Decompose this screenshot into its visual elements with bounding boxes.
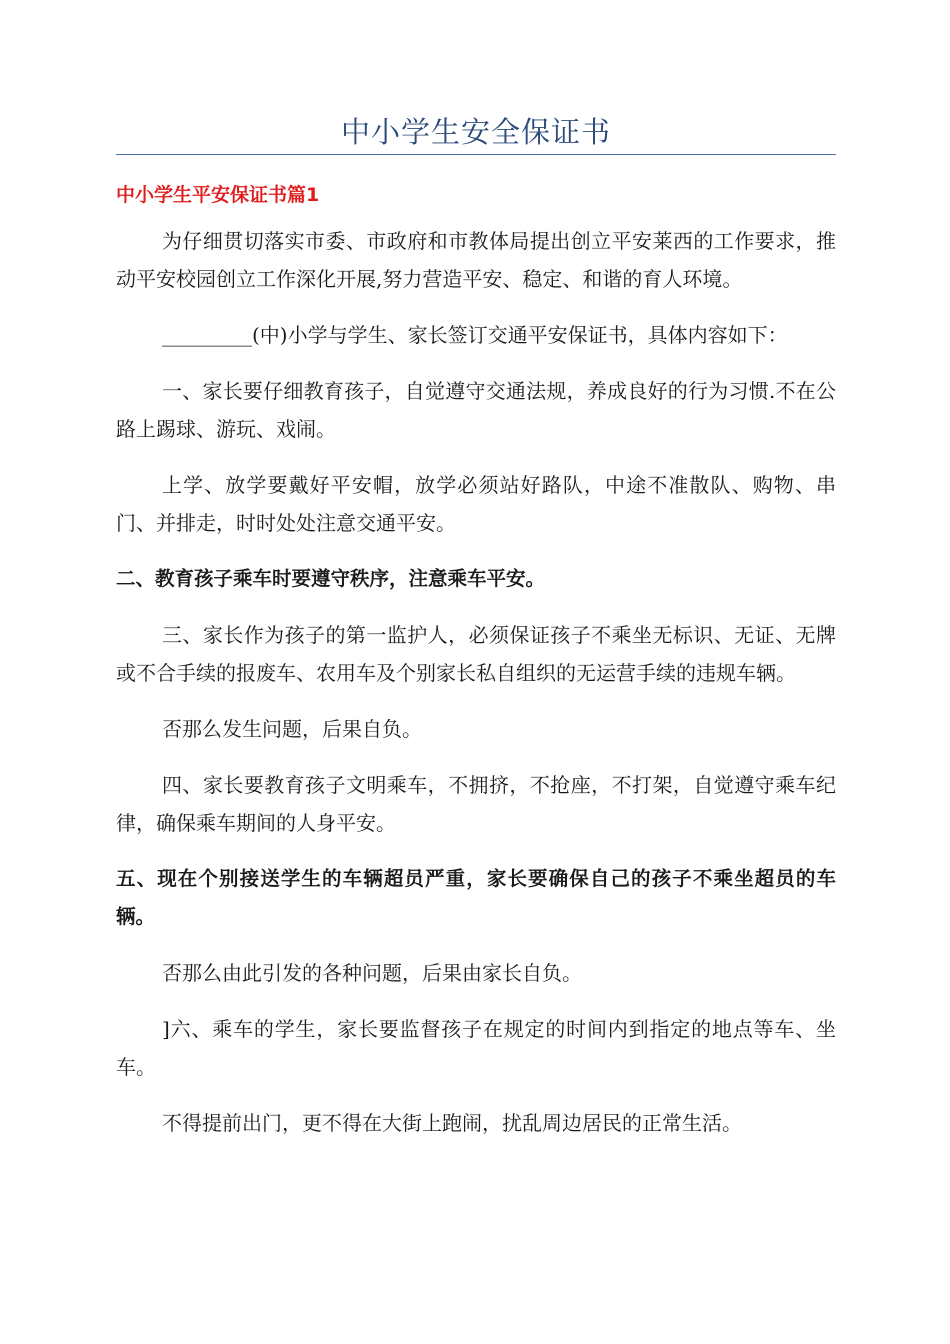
paragraph-3: 一、家长要仔细教育孩子，自觉遵守交通法规，养成良好的行为习惯.不在公路上踢球、游玩、戏闹。 (116, 379, 836, 441)
page-title: 中小学生安全保证书 (340, 115, 611, 149)
paragraph-4: 上学、放学要戴好平安帽，放学必须站好路队，中途不准散队、购物、串门、并排走，时时处处注意交通平安。 (116, 473, 836, 535)
section-heading: 中小学生平安保证书篇1 (116, 184, 320, 206)
paragraph-7: 否那么发生问题，后果自负。 (162, 717, 422, 741)
paragraph-6: 三、家长作为孩子的第一监护人，必须保证孩子不乘坐无标识、无证、无牌或不合手续的报废车、农用车及个别家长私自组织的无运营手续的违规车辆。 (116, 623, 836, 685)
paragraph-8: 四、家长要教育孩子文明乘车，不拥挤，不抢座，不打架，自觉遵守乘车纪律，确保乘车期间的人身平安。 (116, 773, 836, 835)
paragraph-10: 否那么由此引发的各种问题，后果由家长自负。 (162, 961, 582, 985)
paragraph-12: 不得提前出门，更不得在大街上跑闹，扰乱周边居民的正常生活。 (162, 1111, 742, 1135)
paragraph-1: 为仔细贯切落实市委、市政府和市教体局提出创立平安莱西的工作要求，推动平安校园创立工作深化开展,努力营造平安、稳定、和谐的育人环境。 (116, 229, 836, 291)
document-body (116, 176, 836, 1160)
paragraph-5-bold: 二、教育孩子乘车时要遵守秩序，注意乘车平安。 (116, 567, 546, 590)
paragraph-2: _________(中)小学与学生、家长签订交通平安保证书，具体内容如下： (162, 323, 788, 347)
paragraph-9-bold: 五、现在个别接送学生的车辆超员严重，家长要确保自己的孩子不乘坐超员的车辆。 (116, 867, 836, 928)
paragraph-11: ]六、乘车的学生，家长要监督孩子在规定的时间内到指定的地点等车、坐车。 (116, 1017, 836, 1079)
title-divider (116, 154, 836, 155)
